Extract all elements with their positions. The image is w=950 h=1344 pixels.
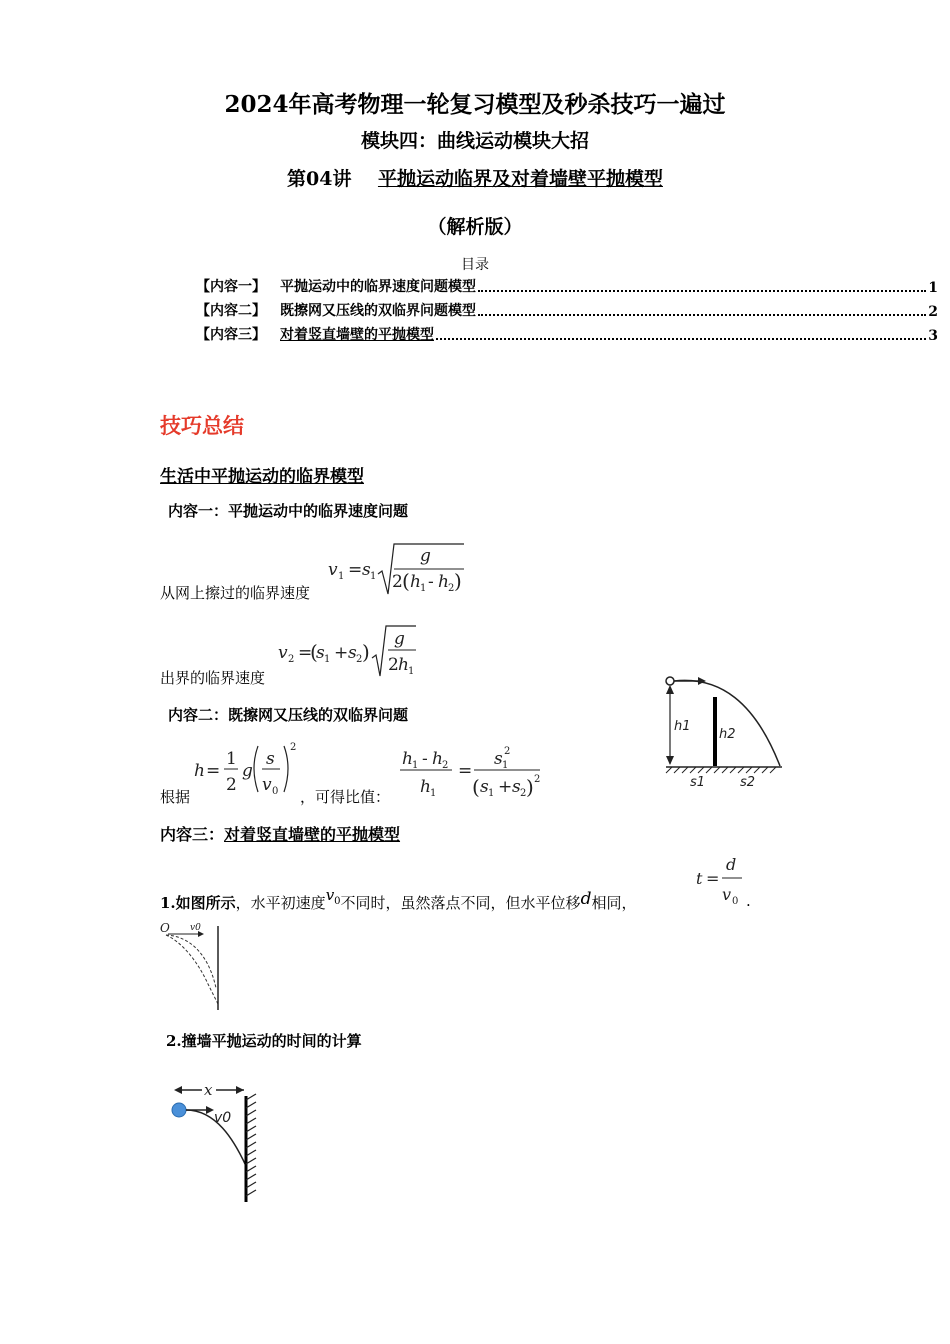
svg-text:=: = [206, 761, 221, 781]
h1-label: h1 [674, 719, 691, 734]
v0-label: v0 [214, 1110, 232, 1126]
part1-title: 内容一：平抛运动中的临界速度问题 [168, 502, 409, 520]
document-title: 2024年高考物理一轮复习模型及秒杀技巧一遍过 [224, 91, 726, 118]
svg-text:v: v [262, 775, 272, 795]
svg-text:): ) [454, 569, 462, 593]
svg-text:d: d [726, 855, 737, 874]
svg-text:-: - [428, 572, 434, 592]
net-trajectory-figure [660, 672, 785, 790]
svg-text:s: s [512, 777, 521, 797]
svg-text:1: 1 [324, 654, 331, 665]
svg-text:v: v [278, 643, 288, 663]
svg-text:(: ( [310, 640, 318, 664]
svg-text:s: s [348, 643, 357, 663]
v0-symbol: $v_0$ [325, 886, 341, 907]
origin-label: O [160, 921, 170, 935]
svg-text:2: 2 [290, 742, 297, 753]
svg-text:s: s [266, 749, 275, 769]
ratio-text: ，可得比值： [300, 788, 391, 806]
toc-item-tag: 【内容一】 [196, 279, 266, 295]
svg-text:h: h [402, 749, 413, 769]
svg-text:t: t [696, 869, 703, 888]
svg-text:2: 2 [448, 583, 455, 594]
part3-title: 对着竖直墙壁的平抛模型 [224, 825, 401, 844]
svg-text:1: 1 [488, 788, 495, 799]
svg-text:v: v [722, 885, 732, 904]
svg-text:h: h [194, 761, 205, 781]
svg-text:g: g [420, 546, 431, 566]
formula-ratio [398, 740, 548, 802]
svg-text:2: 2 [442, 760, 449, 771]
toc-page-number: 1 [928, 280, 938, 296]
net-speed-label: 从网上擦过的临界速度 [160, 584, 311, 602]
d-symbol: d [580, 889, 592, 909]
item1-end: . [746, 892, 751, 910]
svg-text:0: 0 [732, 896, 739, 907]
svg-text:2: 2 [226, 775, 237, 795]
svg-text:2: 2 [534, 774, 541, 785]
part2-title: 内容二：既擦网又压线的双临界问题 [168, 706, 409, 724]
svg-text:2: 2 [504, 746, 511, 757]
svg-text:(: ( [402, 569, 410, 593]
svg-text:-: - [422, 749, 428, 769]
item1-part-a: ，水平初速度 [235, 894, 326, 912]
item1-text [160, 886, 637, 915]
toc-leader [436, 338, 926, 340]
svg-text:s: s [494, 749, 503, 769]
summary-heading: 技巧总结 [160, 413, 244, 438]
svg-text:g: g [394, 629, 405, 649]
s1-label: s1 [690, 775, 706, 790]
toc-item-2[interactable] [196, 298, 938, 320]
item1-number: 1.如图所示 [160, 894, 236, 912]
toc-item-title[interactable]: 既擦网又压线的双临界问题模型 [280, 303, 476, 319]
formula-time [694, 852, 746, 910]
toc-item-title[interactable]: 对着竖直墙壁的平抛模型 [280, 327, 434, 343]
wall-dashed-figure [158, 920, 228, 1012]
toc-item-1[interactable] [196, 274, 938, 296]
s2-label: s2 [740, 775, 756, 790]
svg-text:=: = [458, 761, 473, 781]
toc-item-title[interactable]: 平抛运动中的临界速度问题模型 [280, 279, 476, 295]
svg-text:+: + [498, 777, 513, 797]
svg-text:1: 1 [502, 760, 509, 771]
svg-text:1: 1 [412, 760, 419, 771]
svg-text:1: 1 [420, 583, 427, 594]
svg-text:2: 2 [388, 655, 399, 675]
svg-text:2: 2 [392, 572, 403, 592]
svg-text:h: h [398, 655, 409, 675]
version-label: （解析版） [427, 216, 523, 238]
toc-heading: 目录 [461, 257, 489, 273]
svg-text:s: s [362, 560, 371, 580]
svg-text:1: 1 [226, 749, 237, 769]
formula-height [192, 738, 302, 800]
v0-label: v0 [190, 923, 201, 933]
toc-page-number: 2 [928, 304, 938, 320]
formula-v1 [326, 538, 471, 600]
toc-page-number: 3 [928, 328, 938, 344]
item1-part-b: 不同时，虽然落点不同，但水平位移 [340, 894, 581, 912]
svg-text:v: v [328, 560, 338, 580]
svg-text:0: 0 [272, 786, 279, 797]
svg-text:=: = [706, 869, 720, 888]
svg-text:h: h [432, 749, 443, 769]
part3-prefix: 内容三： [160, 825, 225, 844]
svg-text:1: 1 [370, 571, 377, 582]
item2-title: 2.撞墙平抛运动的时间的计算 [166, 1032, 362, 1050]
lecture-title: 平抛运动临界及对着墙壁平抛模型 [377, 168, 663, 190]
part3-heading [160, 822, 400, 845]
svg-text:2: 2 [288, 654, 295, 665]
svg-text:2: 2 [356, 654, 363, 665]
formula-v2 [276, 622, 426, 684]
toc-item-3[interactable] [196, 322, 938, 344]
svg-text:(: ( [472, 775, 480, 799]
section-title: 生活中平抛运动的临界模型 [160, 467, 364, 487]
wall-hit-figure [168, 1080, 263, 1206]
svg-text:s: s [316, 643, 325, 663]
svg-text:=: = [348, 560, 363, 580]
svg-text:g: g [242, 761, 253, 781]
lecture-number: 第04讲 [287, 168, 352, 190]
toc-leader [478, 314, 926, 316]
svg-text:s: s [480, 777, 489, 797]
svg-text:1: 1 [338, 571, 345, 582]
svg-text:1: 1 [408, 666, 415, 677]
toc-item-tag: 【内容二】 [196, 303, 266, 319]
svg-text:1: 1 [430, 788, 437, 799]
out-speed-label: 出界的临界速度 [160, 669, 266, 687]
svg-text:): ) [362, 640, 370, 664]
svg-text:=: = [298, 643, 313, 663]
toc-item-tag: 【内容三】 [196, 327, 266, 343]
x-label: x [204, 1081, 213, 1099]
svg-text:h: h [438, 572, 449, 592]
basis-label: 根据 [160, 788, 191, 806]
module-subtitle: 模块四：曲线运动模块大招 [360, 130, 589, 152]
svg-text:): ) [526, 775, 534, 799]
toc-leader [478, 290, 926, 292]
h2-label: h2 [719, 727, 736, 742]
svg-text:+: + [334, 643, 349, 663]
lecture-heading [0, 164, 950, 191]
svg-text:2: 2 [520, 788, 527, 799]
item1-part-c: 相同， [591, 894, 637, 912]
svg-text:h: h [420, 777, 431, 797]
svg-text:h: h [410, 572, 421, 592]
